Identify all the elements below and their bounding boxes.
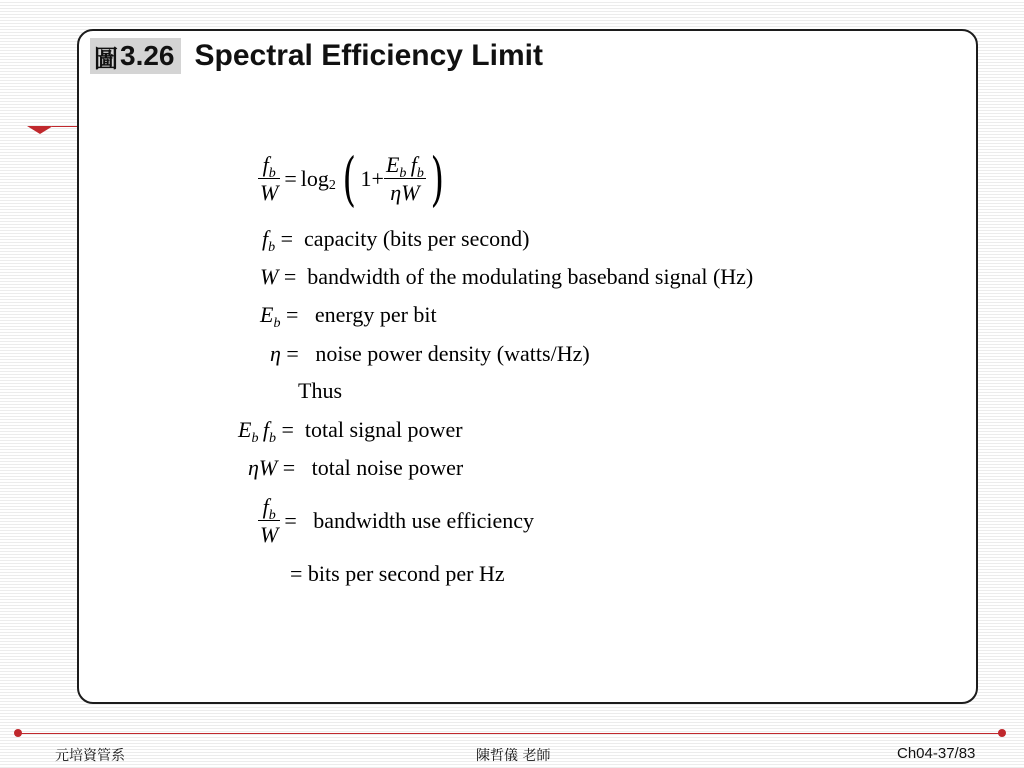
result-row: $E_b$ $f_b$ = total signal power xyxy=(238,417,463,446)
figure-frame xyxy=(77,29,978,704)
footer-dot-left-icon xyxy=(14,729,22,737)
figure-label-badge xyxy=(90,38,181,74)
definition-row: $E_b$ = energy per bit xyxy=(260,302,437,331)
figure-label-char: 圖 xyxy=(94,43,118,73)
figure-label-number: 3.26 xyxy=(120,40,175,71)
definition-row: W = bandwidth of the modulating baseband signal (Hz) xyxy=(260,264,754,289)
accent-arrow-icon xyxy=(27,126,53,134)
footer-dot-right-icon xyxy=(998,729,1006,737)
footer-divider xyxy=(18,733,1003,734)
thus-label: Thus xyxy=(298,378,342,403)
definition-row: $f_b$ = capacity (bits per second) xyxy=(262,226,530,255)
left-paren: ( xyxy=(342,145,356,213)
result-row: $\frac{f_b}{W}$ = bandwidth use efficiency xyxy=(260,494,534,547)
formula-rhs-fraction: $\frac{E_b f_b}{\eta W}$ xyxy=(385,152,424,205)
right-paren: ) xyxy=(430,145,445,213)
slide-title xyxy=(90,37,543,75)
result-row: ηW = total noise power xyxy=(248,455,464,480)
definition-row: η = noise power density (watts/Hz) xyxy=(270,341,590,366)
footer-page-number: Ch04-37/83 xyxy=(897,745,976,762)
footer-instructor: 陳哲儀 老師 xyxy=(476,748,551,764)
title-text: Spectral Efficiency Limit xyxy=(194,39,543,72)
final-line: = bits per second per Hz xyxy=(290,561,505,586)
footer-department: 元培資管系 xyxy=(55,748,125,764)
formula-lhs-fraction: $\frac{f_b}{W}$ xyxy=(260,152,279,205)
capacity-formula: $\frac{f_b}{W}$ = log 2 ( 1+ $\frac{E_b f_b}{\eta W}$ ) xyxy=(260,145,445,213)
log-function: log xyxy=(300,166,329,191)
accent-line xyxy=(52,126,78,127)
